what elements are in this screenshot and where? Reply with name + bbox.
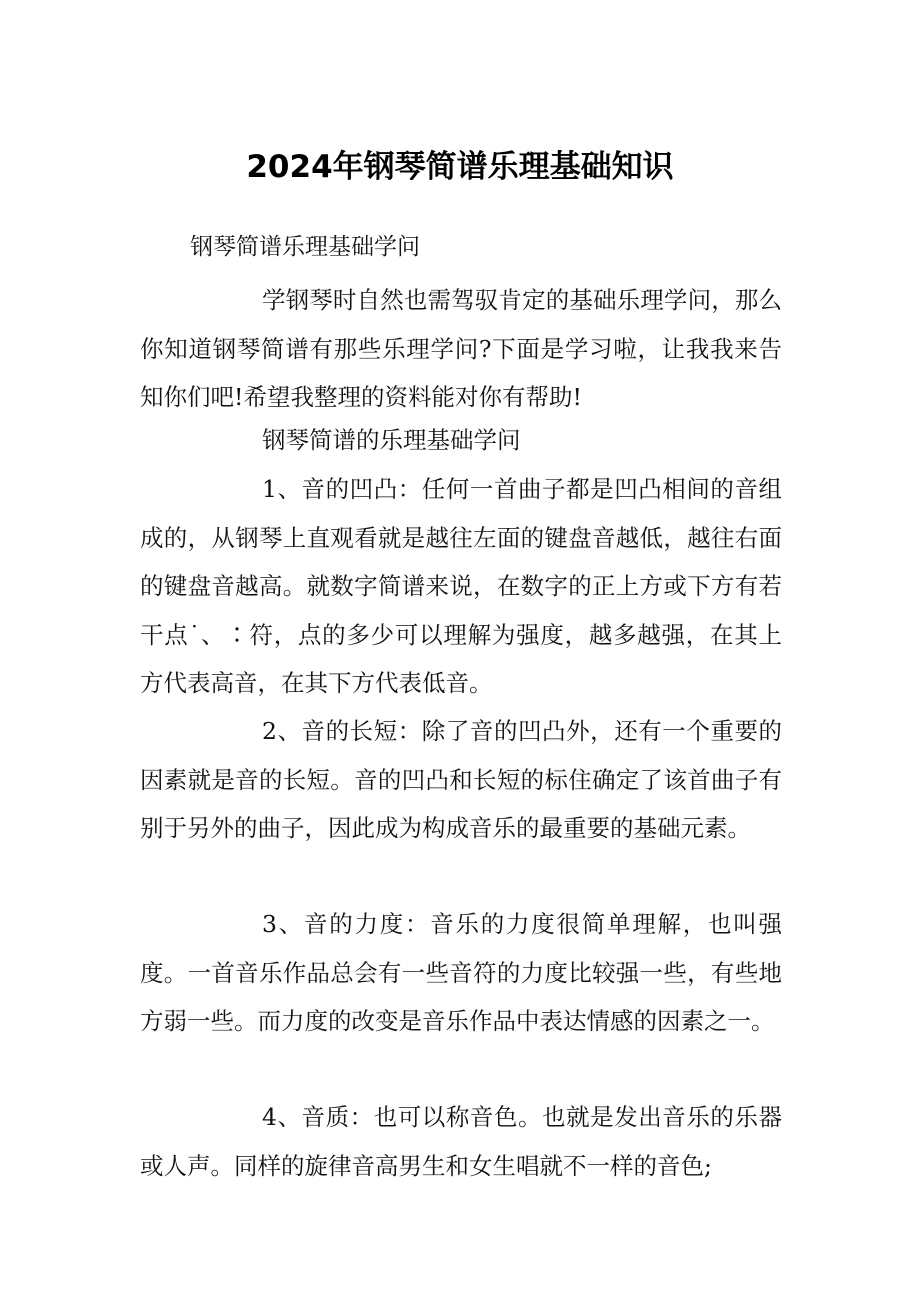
paragraph-section-heading: 钢琴简谱的乐理基础学问: [262, 426, 521, 454]
paragraph-dynamics: 3、音的力度：音乐的力度很简单理解，也叫强度。一首音乐作品总会有一些音符的力度比较强一些，有些地方弱一些。而力度的改变是音乐作品中表达情感的因素之一。: [140, 910, 782, 1035]
document-subtitle: 钢琴简谱乐理基础学问: [190, 234, 420, 260]
paragraph-pitch: 1、音的凹凸：任何一首曲子都是凹凸相间的音组成的，从钢琴上直观看就是越往左面的键盘音越低，越往右面的键盘音越高。就数字简谱来说，在数字的正上方或下方有若干点˙、∶符，点的多少可以理解为强度，越多越强，在其上方代表高音，在其下方代表低音。: [140, 475, 782, 697]
paragraph-timbre: 4、音质：也可以称音色。也就是发出音乐的乐器或人声。同样的旋律音高男生和女生唱就不一样的音色;: [140, 1103, 782, 1180]
paragraph-intro: 学钢琴时自然也需驾驭肯定的基础乐理学问，那么你知道钢琴简谱有那些乐理学问?下面是学习啦，让我我来告知你们吧!希望我整理的资料能对你有帮助!: [140, 286, 782, 411]
paragraph-duration: 2、音的长短：除了音的凹凸外，还有一个重要的因素就是音的长短。音的凹凸和长短的标住确定了该首曲子有别于另外的曲子，因此成为构成音乐的最重要的基础元素。: [140, 717, 782, 842]
document-title: 2024年钢琴简谱乐理基础知识: [246, 149, 674, 185]
